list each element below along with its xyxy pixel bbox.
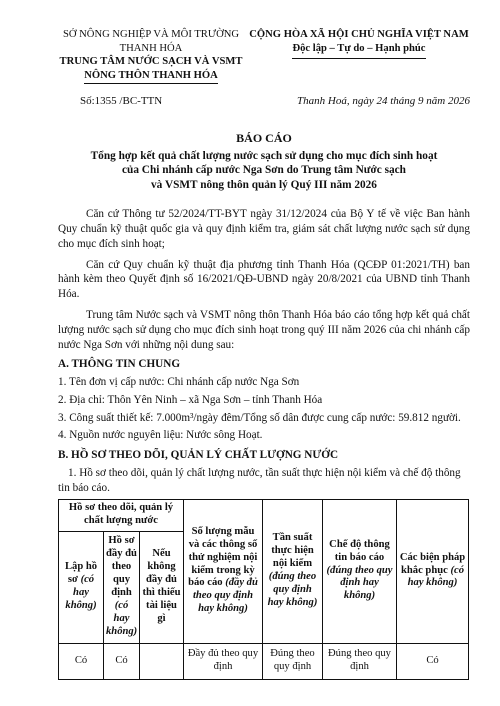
section-a-item-3: 3. Công suất thiết kế: 7.000m³/ngày đêm/Tổng số dân được cung cấp nước: 59.812 người. — [58, 411, 461, 424]
legal-basis-paragraph-1: Căn cứ Thông tư 52/2024/TT-BYT ngày 31/12/2024 của Bộ Y tế về việc Ban hành Quy chuẩn kỹ thuật quốc gia và quy định kiểm tra, giám sát chất lượng nước sạch sử dụng cho mục đích sinh hoạt; — [58, 208, 470, 250]
report-subtitle — [58, 149, 470, 194]
subtitle-line2: của Chi nhánh cấp nước Nga Sơn do Trung tâm Nước sạch — [122, 164, 406, 177]
table-cell: Đầy đủ theo quy định — [184, 643, 263, 679]
agency-parent-line2: THANH HÓA — [119, 42, 183, 54]
table-cell: Đúng theo quy định — [263, 643, 323, 679]
table-row — [59, 643, 469, 679]
table-header-reporting: Chế độ thông tin báo cáo (đúng theo quy định hay không) — [323, 499, 397, 643]
section-b-heading: B. HỒ SƠ THEO DÕI, QUẢN LÝ CHẤT LƯỢNG NƯỚC — [58, 449, 339, 462]
table-cell: Có — [397, 643, 469, 679]
table-cell — [140, 643, 184, 679]
section-a-heading: A. THÔNG TIN CHUNG — [58, 358, 181, 371]
table-header-remedies: Các biện pháp khắc phục (có hay không) — [397, 499, 469, 643]
table-header-frequency: Tần suất thực hiện nội kiểm (đúng theo quy định hay không) — [263, 499, 323, 643]
table-header-complete: Hồ sơ đầy đủ theo quy định (có hay không) — [104, 531, 140, 643]
national-motto: Độc lập – Tự do – Hạnh phúc — [292, 42, 425, 58]
document-date: Thanh Hoá, ngày 24 tháng 9 năm 2026 — [297, 95, 470, 108]
agency-parent-line1: SỞ NÔNG NGHIỆP VÀ MÔI TRƯỜNG — [62, 29, 240, 40]
intro-paragraph: Trung tâm Nước sạch và VSMT nông thôn Thanh Hóa báo cáo tổng hợp kết quả chất lượng nước sạch sử dụng cho mục đích sinh hoạt trong quý III năm 2026 của chi nhánh cấp nước Nga Sơn với những nội dung sau: — [58, 308, 470, 351]
document-meta — [58, 94, 470, 109]
agency-block — [58, 28, 244, 84]
table-group-header: Hồ sơ theo dõi, quản lý chất lượng nước — [59, 499, 184, 531]
table-header-record: Lập hồ sơ (có hay không) — [59, 531, 104, 643]
table-cell: Có — [104, 643, 140, 679]
section-a-item-2: 2. Địa chỉ: Thôn Yên Ninh – xã Nga Sơn – tỉnh Thanh Hóa — [58, 393, 323, 406]
quality-records-table — [58, 499, 469, 680]
section-a-item-4: 4. Nguồn nước nguyên liệu: Nước sông Hoạt. — [58, 429, 263, 442]
agency-name-line1: TRUNG TÂM NƯỚC SẠCH VÀ VSMT — [59, 56, 243, 68]
subtitle-line3: và VSMT nông thôn quản lý Quý III năm 2026 — [151, 179, 377, 192]
report-title: BÁO CÁO — [236, 130, 292, 145]
section-b-item-1: 1. Hồ sơ theo dõi, quản lý chất lượng nước, tần suất thực hiện nội kiểm và chế độ thông tin báo cáo. — [58, 466, 461, 494]
national-motto-block — [248, 28, 470, 59]
document-header — [58, 28, 470, 84]
subtitle-line1: Tổng hợp kết quả chất lượng nước sạch sử dụng cho mục đích sinh hoạt — [90, 149, 438, 162]
document-number: Số:1355 /BC-TTN — [80, 95, 163, 108]
agency-name-line2: NÔNG THÔN THANH HÓA — [84, 69, 218, 85]
national-title: CỘNG HÒA XÃ HỘI CHỦ NGHĨA VIỆT NAM — [249, 29, 469, 40]
table-cell: Đúng theo quy định — [323, 643, 397, 679]
table-header-samples: Số lượng mẫu và các thông số thử nghiệm nội kiểm trong kỳ báo cáo (đầy đủ theo quy định hay không) — [184, 499, 263, 643]
section-a-item-1: 1. Tên đơn vị cấp nước: Chi nhánh cấp nước Nga Sơn — [58, 376, 300, 389]
table-header-missing: Nếu không đầy đủ thì thiếu tài liệu gì — [140, 531, 184, 643]
legal-basis-paragraph-2: Căn cứ Quy chuẩn kỹ thuật địa phương tỉnh Thanh Hóa (QCĐP 01:2021/TH) ban hành kèm theo Quyết định số 16/2021/QĐ-UBND ngày 20/8/2021 của UBND tỉnh Thanh Hóa. — [58, 258, 470, 301]
table-cell: Có — [59, 643, 104, 679]
